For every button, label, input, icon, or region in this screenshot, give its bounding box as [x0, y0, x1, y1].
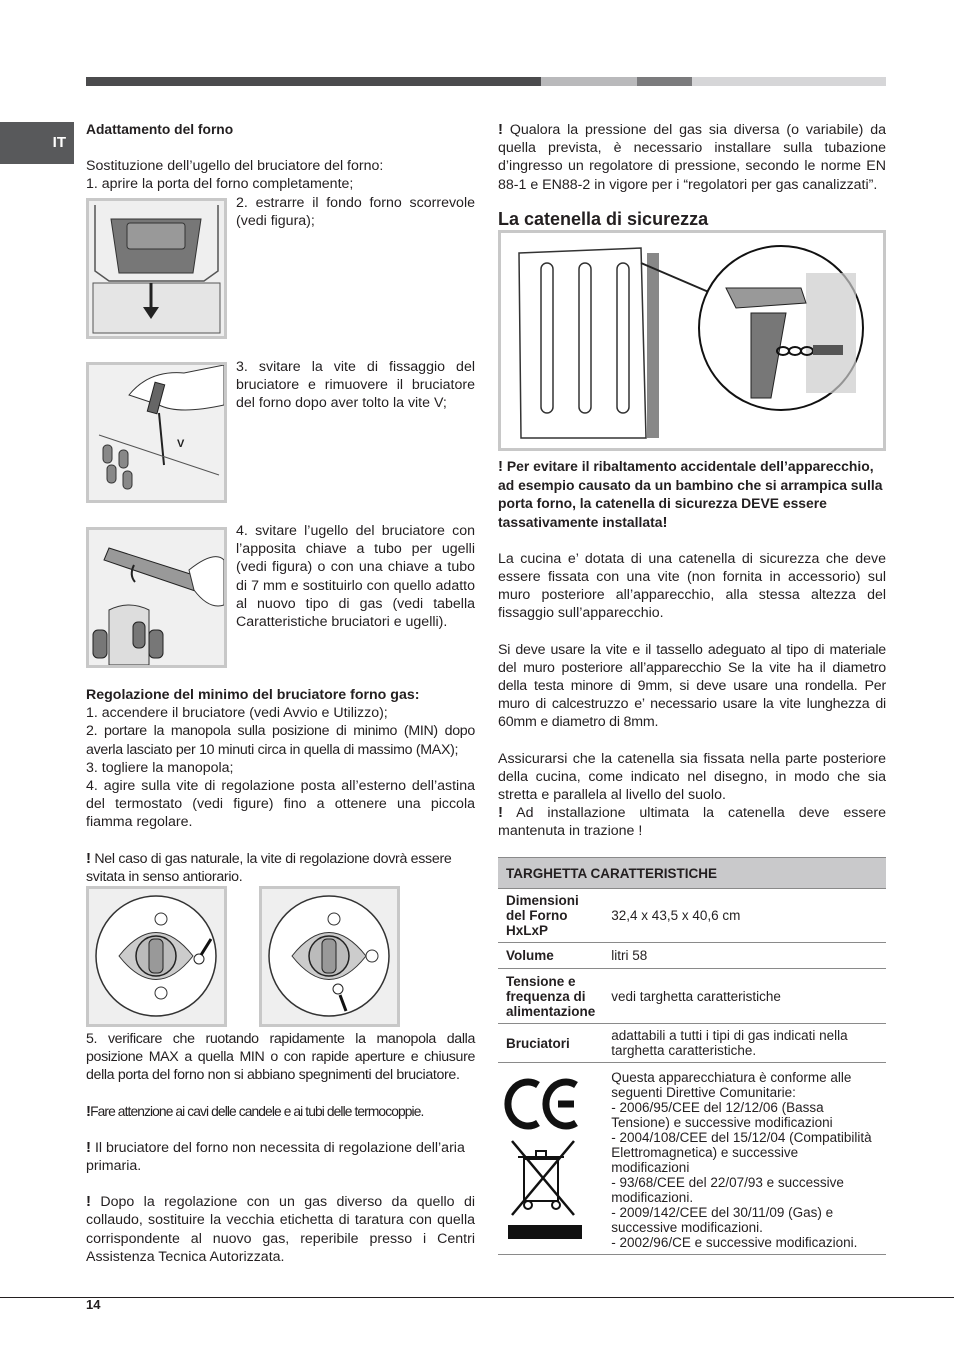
final-notes: [86, 1030, 475, 1266]
directive-line: - 2004/108/CEE del 15/12/04 (Compatibilità Elettromagnetica) e successive modificazioni: [611, 1130, 872, 1175]
spec-label: Tensione e frequenza di alimentazione: [498, 969, 603, 1024]
directive-line: Questa apparecchiatura è conforme alle seguenti Direttive Comunitarie:: [611, 1070, 852, 1100]
reg-step-2: 2. portare la manopola sulla posizione di minimo (MIN) dopo averla lasciato per 10 minuti circa in quella di massimo (MAX);: [86, 723, 475, 758]
reg-step-3: 3. togliere la manopola;: [86, 759, 234, 776]
header-bar-light: [541, 77, 637, 86]
wrench-illustration: [89, 530, 224, 665]
burner-screw-figure: [86, 362, 227, 503]
chain-para-1: La cucina e’ dotata di una catenella di sicurezza che deve essere fissata con una vite (non fornita in accessorio) sul muro posteriore all’apparecchio, alla stessa altezza del fissaggio sull’apparecchio.: [498, 550, 886, 622]
note-label-text: Dopo la regolazione con un gas diverso da quello di collaudo, sostituire la vecchia etichetta di taratura con quella corrispondente al nuovo gas, reperibile presso i Centri Assistenza Tecnica Autorizzata.: [86, 1194, 475, 1265]
directives-cell: [603, 1063, 886, 1255]
spec-table-header: TARGHETTA CARATTERISTICHE: [498, 858, 886, 889]
header-bar-dark: [86, 77, 541, 86]
thermostat-illustration-1: [89, 889, 224, 1024]
chain-para-3: Assicurarsi che la catenella sia fissata nella parte posteriore della cucina, come indicato nel disegno, in modo che sia stretta e parallela al livello del suolo.: [498, 750, 886, 804]
step-1: 1. aprire la porta del forno completamente;: [86, 176, 354, 193]
table-row: [498, 969, 886, 1024]
note-tension: [498, 804, 886, 840]
weee-bar-icon: [508, 1225, 582, 1239]
directive-line: - 2009/142/CEE del 30/11/09 (Gas) e successive modificazioni.: [611, 1205, 834, 1235]
ce-weee-icons: [502, 1069, 586, 1241]
directive-line: - 93/68/CEE del 22/07/93 e successive modificazioni.: [611, 1175, 844, 1205]
note-air: [86, 1139, 475, 1175]
section-title: Adattamento del forno: [86, 122, 234, 137]
spec-label: Bruciatori: [498, 1024, 603, 1063]
compliance-icons: [498, 1063, 603, 1255]
spec-value: litri 58: [603, 943, 886, 969]
spec-table-header-row: [498, 858, 886, 889]
spec-table-container: [498, 857, 886, 1255]
step-2-text: 2. estrarre il fondo forno scorrevole (vedi figura);: [236, 195, 475, 230]
regulation-title: Regolazione del minimo del bruciatore forno gas:: [86, 687, 420, 703]
warning-icon: !: [86, 1193, 91, 1211]
reg-step-1: 1. accendere il bruciatore (vedi Avvio e Utilizzo);: [86, 705, 388, 722]
warning-icon: !: [86, 1102, 91, 1120]
warning-icon: !: [498, 458, 503, 475]
spec-table: [498, 857, 886, 1255]
ce-mark-icon: [508, 1082, 576, 1126]
nozzle-wrench-figure: [86, 527, 227, 668]
warning-icon: !: [498, 121, 503, 138]
chain-para-2: Si deve usare la vite e il tassello adeguato al tipo di materiale del muro posteriore all’apparecchio Se la vite ha il diametro della testa minore di 9mm, si deve usare una rondella. Per muro di calcestruzzo e’ necessario usare la vite lunghezza di 60mm e diametro di 8mm.: [498, 641, 886, 731]
oven-drawer-illustration: [89, 201, 224, 336]
spec-label: Volume: [498, 943, 603, 969]
right-text-block: [498, 457, 886, 841]
page-number: 14: [86, 1297, 101, 1312]
reg-step-4: 4. agire sulla vite di regolazione posta all’esterno dell’astina del termostato (vedi figure) fino a ottenere una piccola fiamma regolare.: [86, 778, 475, 831]
thermostat-figure-1: [86, 886, 227, 1027]
spec-label: Dimensioni del Forno HxLxP: [498, 889, 603, 943]
note-pressure: [498, 121, 886, 194]
note-pressure-text: Qualora la pressione del gas sia diversa (o variabile) da quella prevista, è necessario installare sulla tubazione d’ingresso un regolatore di pressione, secondo le norme EN 88-1 e EN88-2 in vigore per i “regolatori per gas canalizzati”.: [498, 122, 886, 193]
step-3-text: 3. svitare la vite di fissaggio del bruciatore e rimuovere il bruciatore del forno dopo aver tolto la vite V;: [236, 359, 475, 412]
screwdriver-illustration: [89, 365, 224, 500]
safety-chain-illustration: [501, 233, 883, 448]
table-row: [498, 1063, 886, 1255]
safety-warning: [498, 457, 886, 532]
safety-chain-figure: [498, 230, 886, 451]
spec-value: 32,4 x 43,5 x 40,6 cm: [603, 889, 886, 943]
note-natural-gas: [86, 850, 475, 886]
intro-text: Sostituzione dell’ugello del bruciatore del forno:: [86, 158, 384, 175]
note-cables-text: Fare attenzione ai cavi delle candele e ai tubi delle termocoppie.: [90, 1103, 424, 1119]
header-bar-mid: [637, 77, 692, 86]
header-bar-pale: [692, 77, 886, 86]
note-tension-text: Ad installazione ultimata la catenella deve essere mantenuta in trazione !: [498, 805, 886, 840]
table-row: [498, 943, 886, 969]
spec-value: adattabili a tutti i tipi di gas indicati nella targhetta caratteristiche.: [603, 1024, 886, 1063]
step-5-text: 5. verificare che ruotando rapidamente la manopola dalla posizione MAX a quella MIN o con rapide aperture e chiusure della porta del forno non si abbiano spegnimenti del bruciatore.: [86, 1031, 475, 1084]
safety-warning-text: Per evitare il ribaltamento accidentale dell’apparecchio, ad esempio causato da un bambino che si arrampica sulla porta forno, la catenella di sicurezza DEVE essere tassativamente installata: [498, 458, 883, 530]
warning-icon: !: [86, 849, 91, 867]
table-row: [498, 889, 886, 943]
weee-bin-icon: [512, 1141, 574, 1215]
v-label: V: [177, 438, 185, 450]
directive-line: - 2002/96/CE e successive modificazioni.: [611, 1235, 858, 1250]
oven-drawer-figure: [86, 198, 227, 339]
safety-chain-heading: La catenella di sicurezza: [498, 208, 709, 229]
warning-icon: !: [86, 1138, 91, 1156]
thermostat-figure-2: [259, 886, 400, 1027]
spec-value: vedi targhetta caratteristiche: [603, 969, 886, 1024]
right-column: [498, 121, 886, 230]
regulation-section: [86, 686, 475, 886]
note-cables: [86, 1103, 475, 1121]
note-label: [86, 1193, 475, 1266]
language-tab: IT: [0, 122, 74, 164]
directive-line: - 2006/95/CEE del 12/12/06 (Bassa Tensione) e successive modificazioni: [611, 1100, 833, 1130]
table-row: [498, 1024, 886, 1063]
step-4-text: 4. svitare l’ugello del bruciatore con l’apposita chiave a tubo per ugelli (vedi figura) o con una chiave a tubo di 7 mm e sostituirlo con quello adatto al nuovo tipo di gas (vedi tabella Caratteristiche bruciatori e ugelli).: [236, 523, 475, 631]
note-air-text: Il bruciatore del forno non necessita di regolazione dell’aria primaria.: [86, 1139, 465, 1175]
note-natural-gas-text: Nel caso di gas naturale, la vite di regolazione dovrà essere svitata in senso antiorario.: [86, 850, 452, 885]
thermostat-illustration-2: [262, 889, 397, 1024]
footer-rule: [0, 1297, 954, 1298]
left-column: [86, 121, 475, 194]
warning-icon: !: [662, 513, 668, 531]
warning-icon: !: [498, 804, 503, 822]
